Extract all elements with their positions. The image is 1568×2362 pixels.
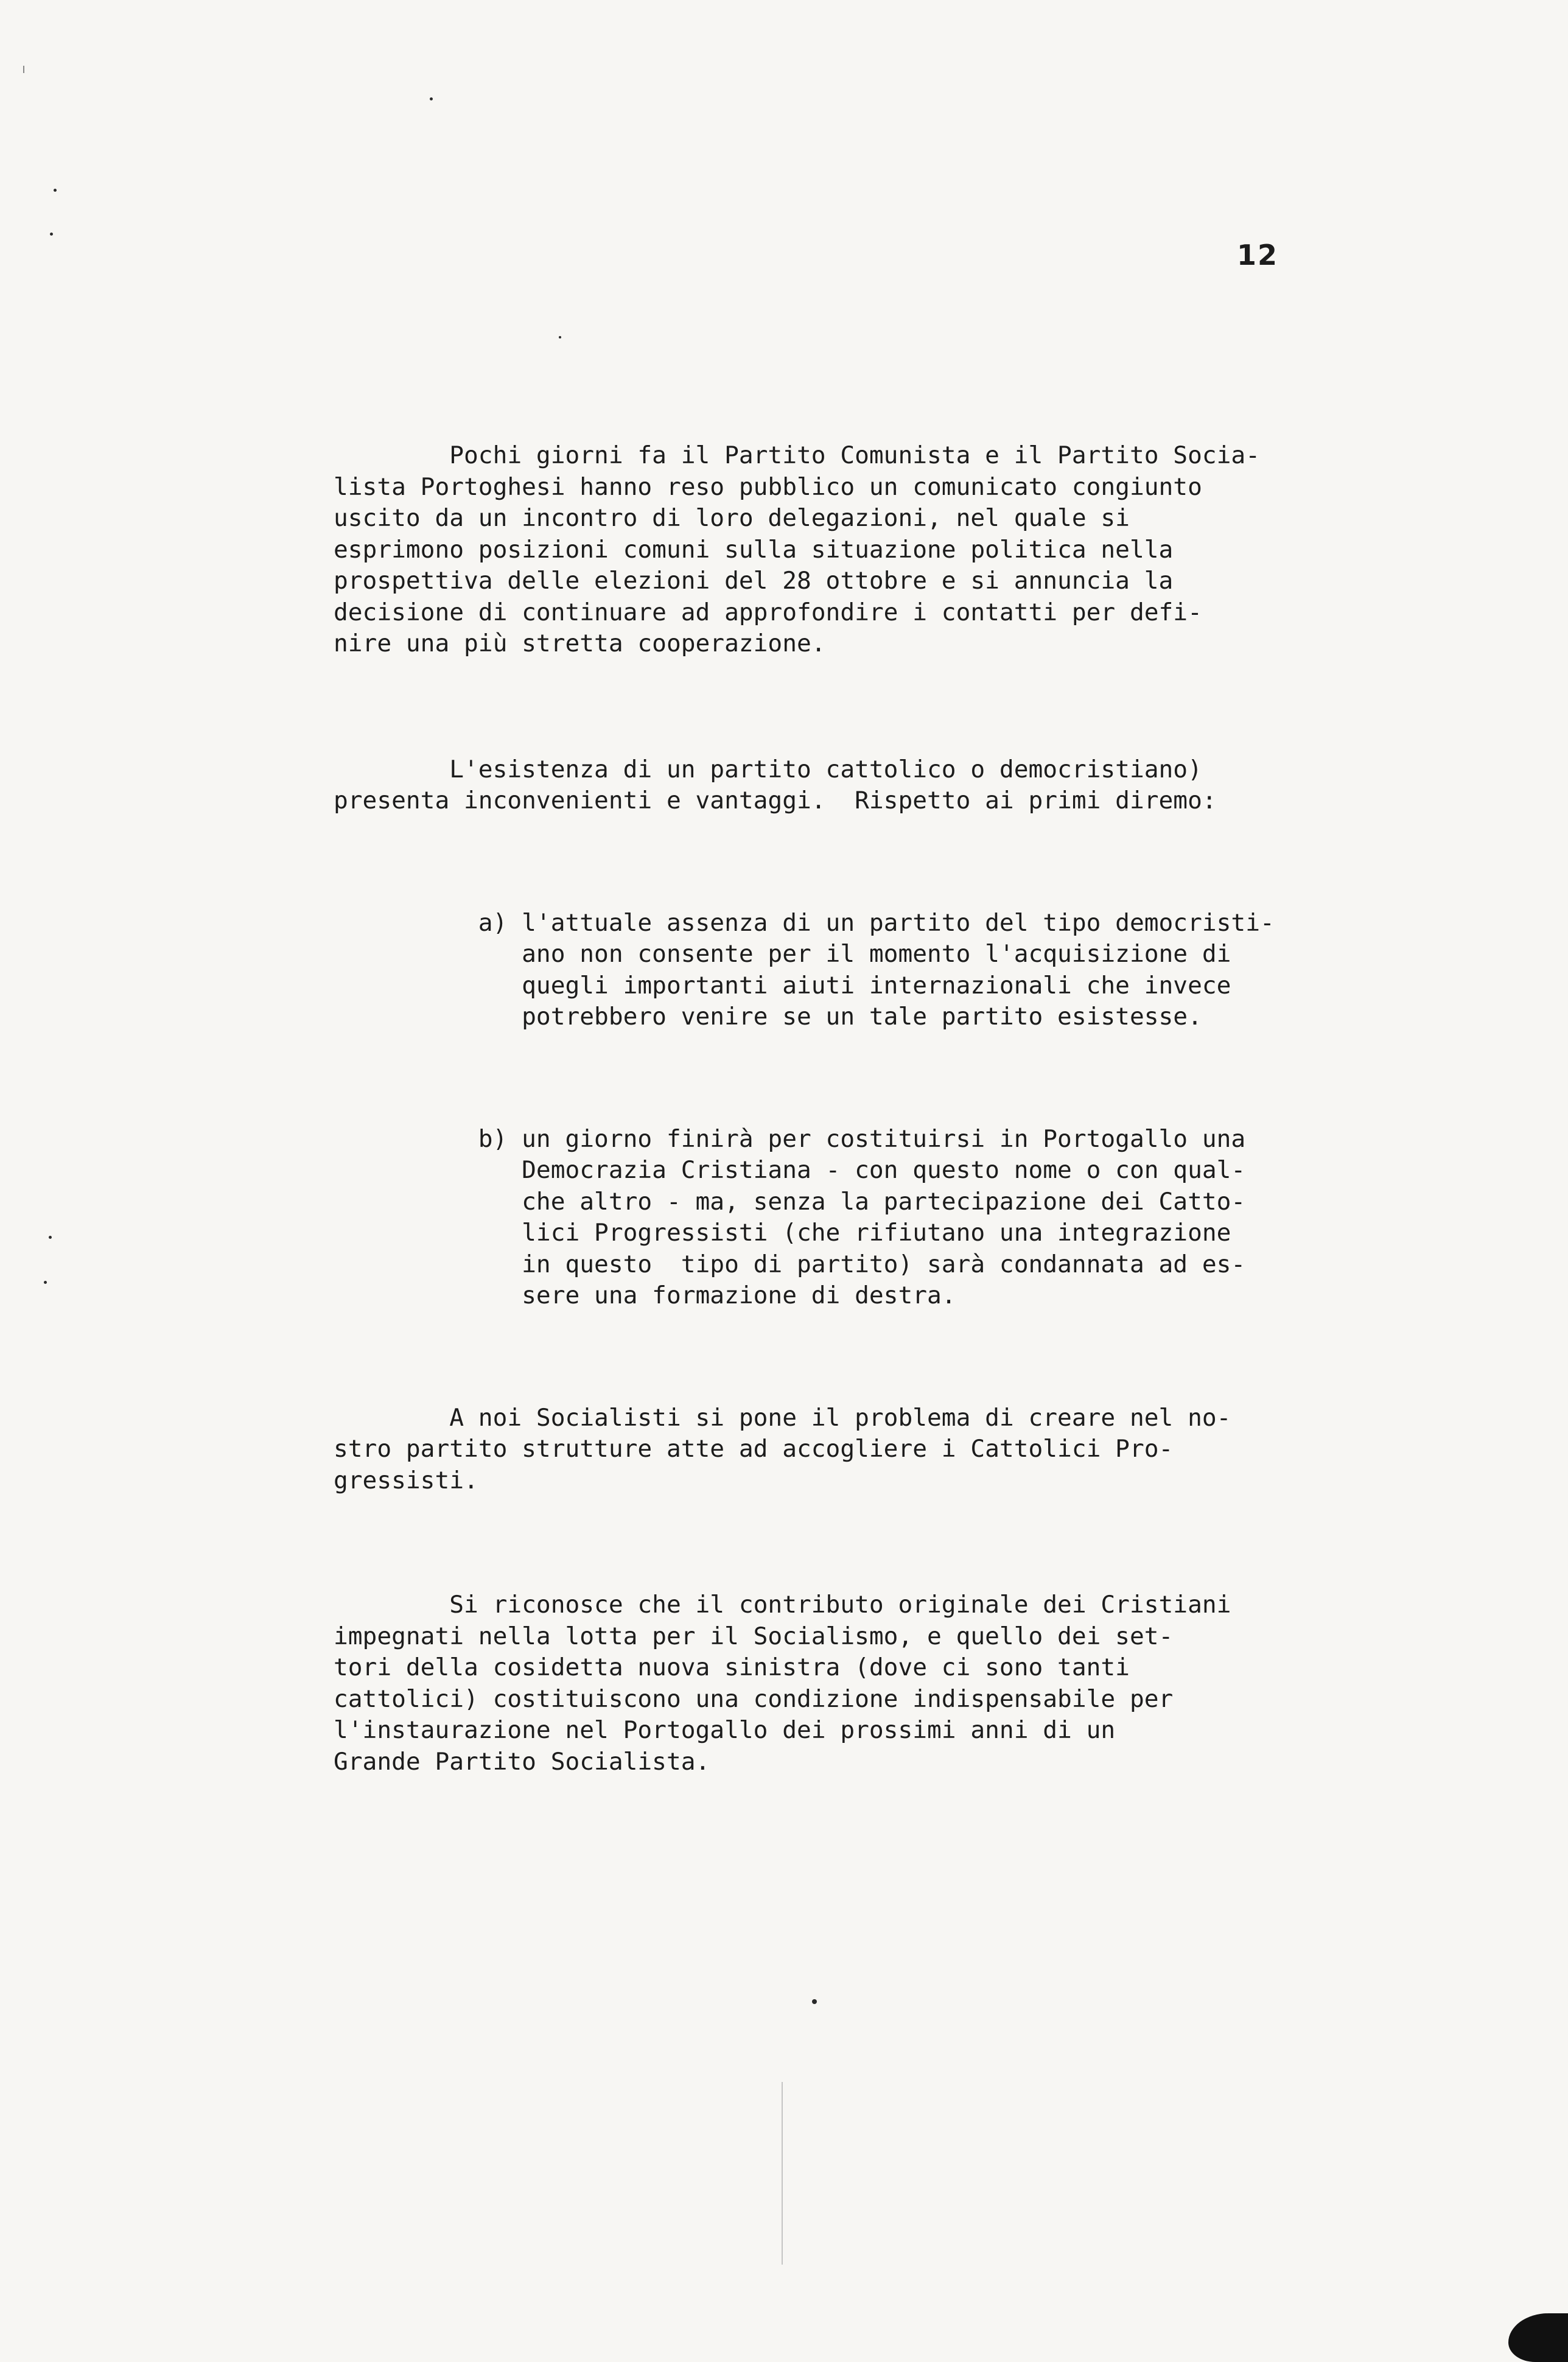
scan-mark [23,66,24,73]
list-item-b: b) un giorno finirà per costituirsi in Portogallo una Democrazia Cristiana - con questo nome o con qual- che altro - ma, senza la partecipazione dei Catto- lici Progressisti (che rifiutano una integrazione in questo tipo di partito) sarà condannata ad es- sere una formazione di destra. [478,1124,1246,1309]
scan-speck [49,1236,52,1239]
scan-blot [1508,2313,1568,2362]
scan-speck [50,233,53,236]
scan-speck [430,97,433,100]
scan-mark [782,2082,783,2265]
list-item-a: a) l'attuale assenza di un partito del tipo democristi- ano non consente per il momento l'acquisizione di quegli importanti aiuti internazionali che invece potrebbero venire se un tale partito esistesse. [478,908,1275,1031]
scan-speck [44,1281,47,1284]
paragraph-christian-contribution: Si riconosce che il contributo originale dei Cristiani impegnati nella lotta per il Socialismo, e quello dei set- tori della cosidetta nuova sinistra (dove ci sono tanti cattolici) costituiscono una condizione indispensabile per l'instaurazione nel Portogallo dei prossimi anni di un Grande Partito Socialista. [334,1591,1231,1776]
page-number: 12 [1237,239,1279,272]
paragraph-catholic-party: L'esistenza di un partito cattolico o democristiano) presenta inconvenienti e vantaggi. Rispetto ai primi diremo: [334,755,1217,815]
scan-speck [812,1999,817,2004]
paragraph-pcp-ps-communique: Pochi giorni fa il Partito Comunista e il Partito Socia- lista Portoghesi hanno reso pubblico un comunicato congiunto uscito da un incontro di loro delegazioni, nel quale si esprimono posizioni comuni sulla situazione politica nella prospettiva delle elezioni del 28 ottobre e si annuncia la decisione di continuare ad approfondire i contatti per defi- nire una più stretta cooperazione. [334,441,1260,657]
scan-speck [54,189,57,192]
paragraph-socialists-problem: A noi Socialisti si pone il problema di creare nel no- stro partito strutture atte ad accogliere i Cattolici Pro- gressisti. [334,1403,1231,1495]
scan-speck [559,336,561,338]
document-body [334,377,1307,1809]
